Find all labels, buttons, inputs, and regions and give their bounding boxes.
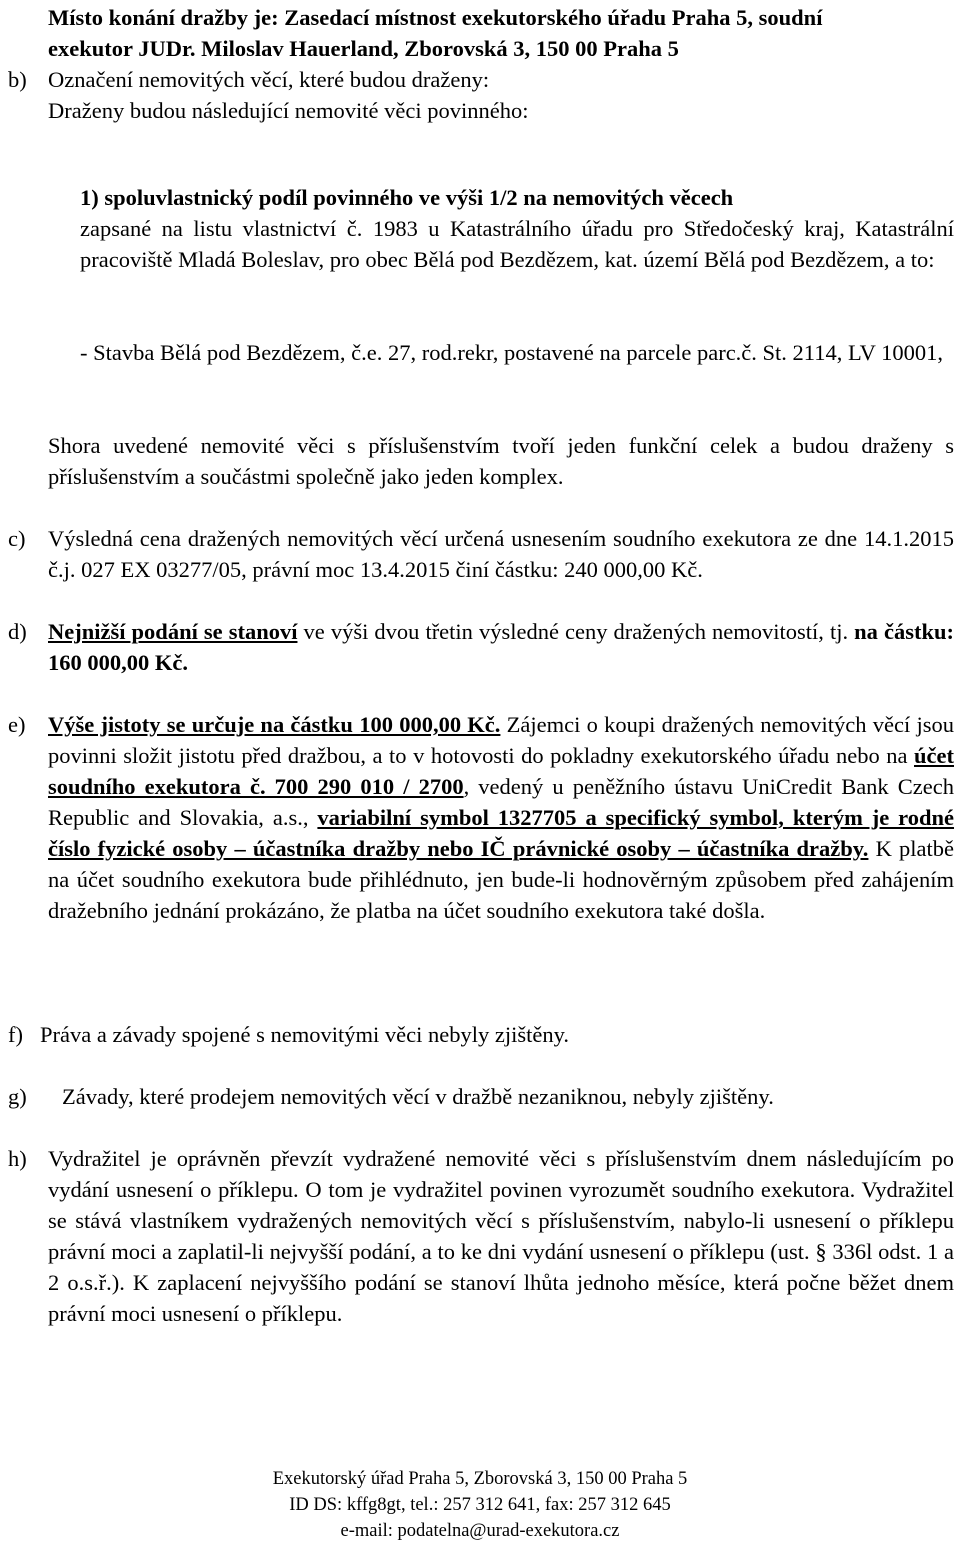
section-g-text: Závady, které prodejem nemovitých věcí v dražbě nezaniknou, nebyly zjištěny. xyxy=(62,1084,774,1109)
section-e-text3: K platbě na účet soudního exekutora bude přihlédnuto, jen bude-li hodnověrným způsobem před zahájením dražebního jednání prokázáno, že platba na účet soudního exekutora také došla. xyxy=(48,836,954,923)
section-g xyxy=(8,1081,954,1112)
section-f-label: f) xyxy=(8,1022,23,1047)
auction-place-line2: exekutor JUDr. Miloslav Hauerland, Zborovská 3, 150 00 Praha 5 xyxy=(48,36,679,61)
section-d-text1: ve výši dvou třetin výsledné ceny dražených nemovitostí, tj. xyxy=(297,619,855,644)
property-description: zapsané na listu vlastnictví č. 1983 u Katastrálního úřadu pro Středočeský kraj, Katastrální pracoviště Mladá Boleslav, pro obec Bělá pod Bezdězem, kat. území Bělá pod Bezdězem, a to: xyxy=(80,216,954,272)
property-heading: 1) spoluvlastnický podíl povinného ve výši 1/2 na nemovitých věcech xyxy=(80,185,734,210)
section-c-label: c) xyxy=(8,526,26,551)
property-building: - Stavba Bělá pod Bezdězem, č.e. 27, rod.rekr, postavené na parcele parc.č. St. 2114, LV 10001, xyxy=(80,340,943,365)
section-e-bold1: Výše jistoty se určuje na částku 100 000,00 Kč. xyxy=(48,712,501,737)
section-b-line2: Draženy budou následující nemovité věci povinného: xyxy=(48,98,529,123)
section-d-label: d) xyxy=(8,619,27,644)
office-footer xyxy=(0,1466,960,1544)
section-e-text2: , vedený u peněžního ústavu UniCredit Bank Czech Republic and Slovakia, a.s., xyxy=(48,774,954,830)
section-d xyxy=(8,616,954,678)
section-h-text: Vydražitel je oprávněn převzít vydražené nemovité věci s příslušenstvím dnem následujícím po vydání usnesení o příklepu. O tom je vydražitel povinen vyrozumět soudního exekutora. Vydražitel se stává vlastníkem vydražených nemovitých věcí s příslušenstvím, nabylo-li usnesení o příklepu právní moci a zaplatil-li nejvyšší podání, a to ke dni vydání usnesení o příklepu (ust. § 336l odst. 1 a 2 o.s.ř.). K zaplacení nejvyššího podání se stanoví lhůta jednoho měsíce, která počne běžet dnem právní moci usnesení o příklepu. xyxy=(48,1146,954,1326)
complex-note: Shora uvedené nemovité věci s příslušenstvím tvoří jeden funkční celek a budou draženy s příslušenstvím a součástmi společně jako jeden komplex. xyxy=(48,433,954,489)
section-e-account: účet soudního exekutora č. 700 290 010 / 2700 xyxy=(48,743,954,799)
section-b xyxy=(8,64,954,126)
section-b-line1: Označení nemovitých věcí, které budou draženy: xyxy=(48,67,490,92)
footer-contacts: ID DS: kffg8gt, tel.: 257 312 641, fax: 257 312 645 xyxy=(289,1495,671,1515)
section-b-label: b) xyxy=(8,67,27,92)
footer-address: Exekutorský úřad Praha 5, Zborovská 3, 150 00 Praha 5 xyxy=(272,1469,688,1489)
section-g-label: g) xyxy=(8,1084,27,1109)
section-f xyxy=(8,1019,954,1050)
section-h xyxy=(8,1143,954,1329)
section-e-text1: Zájemci o koupi dražených nemovitých věcí jsou povinni složit jistotu před dražbou, a to v hotovosti do pokladny exekutorského úřadu nebo na xyxy=(48,712,954,768)
section-e-label: e) xyxy=(8,712,26,737)
section-e-symbols: variabilní symbol 1327705 a specifický symbol, kterým je rodné číslo fyzické osoby – účastníka dražby nebo IČ právnické osoby – účastníka dražby. xyxy=(48,805,955,861)
footer-email: e-mail: podatelna@urad-exekutora.cz xyxy=(340,1521,620,1541)
section-f-text: Práva a závady spojené s nemovitými věci nebyly zjištěny. xyxy=(40,1022,570,1047)
section-b-text xyxy=(48,64,954,126)
section-h-label: h) xyxy=(8,1146,27,1171)
section-d-bold2: na částku: 160 000,00 Kč. xyxy=(48,619,954,675)
section-c xyxy=(8,523,954,585)
section-e xyxy=(8,709,954,926)
auction-place-line1: Místo konání dražby je: Zasedací místnost exekutorského úřadu Praha 5, soudní xyxy=(48,5,823,30)
section-c-text: Výsledná cena dražených nemovitých věcí určená usnesením soudního exekutora ze dne 14.1.2015 č.j. 027 EX 03277/05, právní moc 13.4.2015 činí částku: 240 000,00 Kč. xyxy=(48,526,954,582)
section-d-text xyxy=(48,616,954,678)
section-e-text xyxy=(48,709,954,926)
auction-place xyxy=(48,2,954,64)
section-d-bold1: Nejnižší podání se stanoví xyxy=(48,619,298,644)
